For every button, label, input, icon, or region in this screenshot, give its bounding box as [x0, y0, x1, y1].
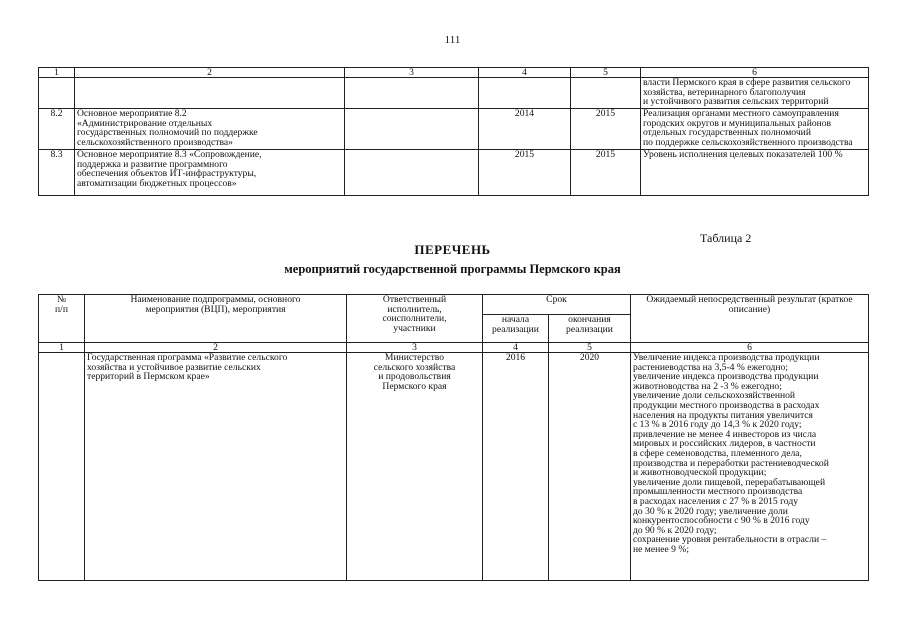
- continuation-table: [38, 67, 869, 196]
- responsible: [345, 78, 479, 109]
- column-number: 3: [345, 68, 479, 78]
- column-number-row: [39, 343, 869, 353]
- start-year: [479, 78, 571, 109]
- responsible: Министерство сельского хозяйства и продовольствия Пермского края: [347, 353, 483, 581]
- document-title: ПЕРЕЧЕНЬ: [414, 242, 491, 257]
- table-row: [39, 109, 869, 150]
- program-name: Государственная программа «Развитие сельского хозяйства и устойчивое развитие сельских территорий в Пермском крае»: [85, 353, 347, 581]
- table-label: Таблица 2: [700, 231, 752, 245]
- column-number: 1: [39, 68, 75, 78]
- end-year: [571, 78, 641, 109]
- events-table: [38, 294, 869, 581]
- page-number: 111: [444, 34, 461, 46]
- header-name: Наименование подпрограммы, основного мероприятия (ВЦП), мероприятия: [85, 295, 347, 343]
- header-number: № п/п: [39, 295, 85, 343]
- header-responsible: Ответственный исполнитель, соисполнители, участники: [347, 295, 483, 343]
- expected-result: Реализация органами местного самоуправления городских округов и муниципальных районов отдельных государственных полномочий по поддержке сельскохозяйственного производства: [641, 109, 869, 150]
- row-number: [39, 353, 85, 581]
- document-subtitle: мероприятий государственной программы Пермского края: [284, 262, 621, 276]
- header-start: начала реализации: [483, 315, 549, 343]
- table-row: [39, 78, 869, 109]
- column-number: 6: [641, 68, 869, 78]
- table-row: [39, 353, 869, 581]
- column-number: 2: [75, 68, 345, 78]
- end-year: 2020: [549, 353, 631, 581]
- start-year: 2016: [483, 353, 549, 581]
- row-number: 8.2: [39, 109, 75, 150]
- column-number: 4: [479, 68, 571, 78]
- column-number: 2: [85, 343, 347, 353]
- row-number: 8.3: [39, 150, 75, 196]
- column-number: 5: [571, 68, 641, 78]
- column-number-row: [39, 68, 869, 78]
- table-header-row: [39, 295, 869, 315]
- event-name: Основное мероприятие 8.2 «Администрирование отдельных государственных полномочий по поддержке сельскохозяйственного производства»: [75, 109, 345, 150]
- expected-result: власти Пермского края в сфере развития сельского хозяйства, ветеринарного благополучия и устойчивого развития сельских территорий: [641, 78, 869, 109]
- column-number: 6: [631, 343, 869, 353]
- column-number: 3: [347, 343, 483, 353]
- start-year: 2015: [479, 150, 571, 196]
- event-name: [75, 78, 345, 109]
- expected-result: Увеличение индекса производства продукции растениеводства на 3,5-4 % ежегодно; увеличение индекса производства продукции животноводства на 2 -3 % ежегодно; увеличение доли сельскохозяйственной продукции местного производства в расходах населения на продукты питания увеличится с 13 % в 2016 году до 14,3 % к 2020 году; привлечение не менее 4 инвесторов из числа мировых и российских лидеров, в частности в сфере семеноводства, племенного дела, производства и переработки растениеводческой и животноводческой продукции; увеличение доли пищевой, перерабатывающей промышленности местного производства в расходах населения с 27 % в 2015 году до 30 % к 2020 году; увеличение доли конкурентоспособности с 90 % в 2016 году до 90 % к 2020 году; сохранение уровня рентабельности в отрасли – не менее 9 %;: [631, 353, 869, 581]
- end-year: 2015: [571, 150, 641, 196]
- column-number: 4: [483, 343, 549, 353]
- row-number: [39, 78, 75, 109]
- table-row: [39, 150, 869, 196]
- end-year: 2015: [571, 109, 641, 150]
- responsible: [345, 150, 479, 196]
- column-number: 1: [39, 343, 85, 353]
- header-term: Срок: [483, 295, 631, 315]
- event-name: Основное мероприятие 8.3 «Сопровождение, поддержка и развитие программного обеспечения объектов ИТ-инфраструктуры, автоматизации бюджетных процессов»: [75, 150, 345, 196]
- column-number: 5: [549, 343, 631, 353]
- header-end: окончания реализации: [549, 315, 631, 343]
- responsible: [345, 109, 479, 150]
- header-result: Ожидаемый непосредственный результат (краткое описание): [631, 295, 869, 343]
- start-year: 2014: [479, 109, 571, 150]
- expected-result: Уровень исполнения целевых показателей 100 %: [641, 150, 869, 196]
